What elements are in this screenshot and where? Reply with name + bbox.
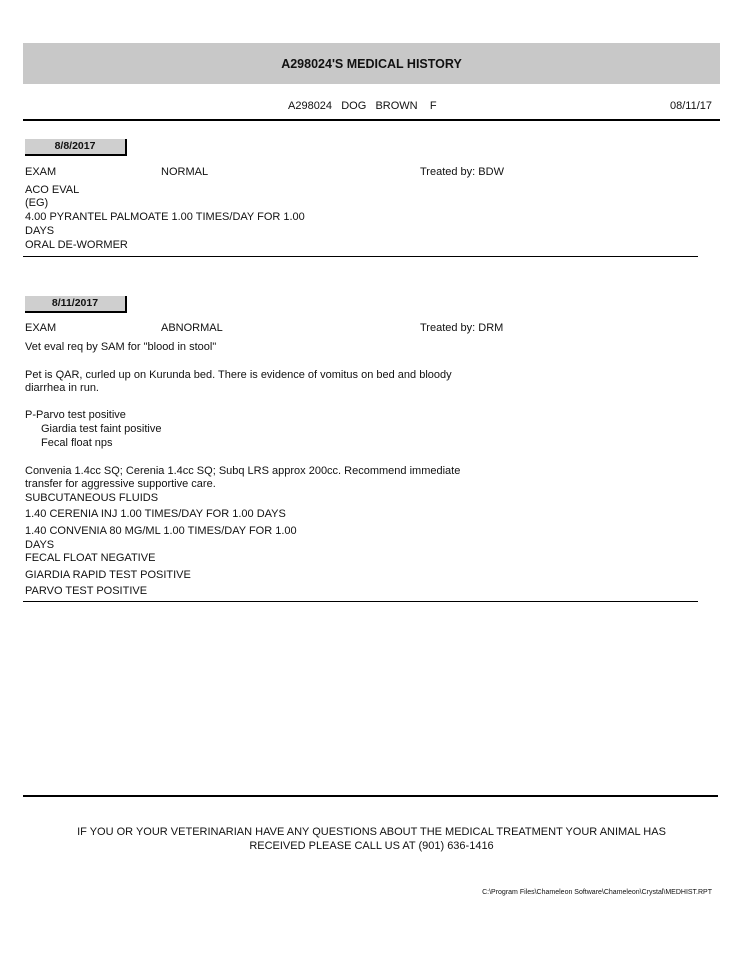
entry-line: transfer for aggressive supportive care. (25, 478, 216, 490)
entry-date-tab: 8/11/2017 (25, 296, 127, 313)
entry-line: 1.40 CERENIA INJ 1.00 TIMES/DAY FOR 1.00 DAYS (25, 508, 286, 520)
entry-line: PARVO TEST POSITIVE (25, 585, 148, 597)
entry-divider (23, 601, 698, 602)
entry-line: Fecal float nps (41, 437, 113, 449)
entry-date-tab: 8/8/2017 (25, 139, 127, 156)
entry-line: ORAL DE-WORMER (25, 239, 128, 251)
animal-id: A298024 (288, 100, 333, 112)
entry-line: Giardia test faint positive (41, 423, 162, 435)
entry-line: GIARDIA RAPID TEST POSITIVE (25, 569, 191, 581)
entry-line: SUBCUTANEOUS FLUIDS (25, 492, 159, 504)
entry-result: ABNORMAL (161, 322, 223, 334)
entry-line: Pet is QAR, curled up on Kurunda bed. There is evidence of vomitus on bed and bloody (25, 369, 452, 381)
entry-line: P-Parvo test positive (25, 409, 126, 421)
animal-color: BROWN (375, 100, 418, 112)
page-title (23, 43, 720, 84)
entry-line: 4.00 PYRANTEL PALMOATE 1.00 TIMES/DAY FOR 1.00 (25, 211, 305, 223)
entry-line: DAYS (25, 539, 55, 551)
report-title: A298024'S MEDICAL HISTORY (281, 56, 462, 71)
entry-line: 1.40 CONVENIA 80 MG/ML 1.00 TIMES/DAY FOR 1.00 (25, 525, 297, 537)
animal-species: DOG (341, 100, 367, 112)
print-date: 08/11/17 (669, 100, 712, 112)
entry-line: ACO EVAL (25, 184, 80, 196)
animal-sex: F (429, 100, 437, 112)
entry-treated-by: Treated by: BDW (420, 166, 504, 178)
entry-line: Convenia 1.4cc SQ; Cerenia 1.4cc SQ; Subq LRS approx 200cc. Recommend immediate (25, 465, 461, 477)
report-file-path: C:\Program Files\Chameleon Software\Chameleon\Crystal\MEDHIST.RPT (482, 889, 712, 896)
entry-line: FECAL FLOAT NEGATIVE (25, 552, 156, 564)
entry-type: EXAM (25, 166, 57, 178)
entry-divider (23, 256, 698, 257)
footer-notice-line1: IF YOU OR YOUR VETERINARIAN HAVE ANY QUESTIONS ABOUT THE MEDICAL TREATMENT YOUR ANIMAL HAS (77, 826, 666, 838)
entry-line: diarrhea in run. (25, 382, 99, 394)
entry-line: DAYS (25, 225, 55, 237)
entry-type: EXAM (25, 322, 57, 334)
header-divider (23, 119, 720, 121)
entry-treated-by: Treated by: DRM (420, 322, 504, 334)
entry-line: (EG) (25, 197, 49, 209)
footer-notice-line2: RECEIVED PLEASE CALL US AT (901) 636-1416 (249, 840, 494, 852)
entry-result: NORMAL (161, 166, 209, 178)
animal-info (288, 100, 437, 112)
entry-line: Vet eval req by SAM for "blood in stool" (25, 341, 217, 353)
footer-divider (23, 795, 718, 797)
